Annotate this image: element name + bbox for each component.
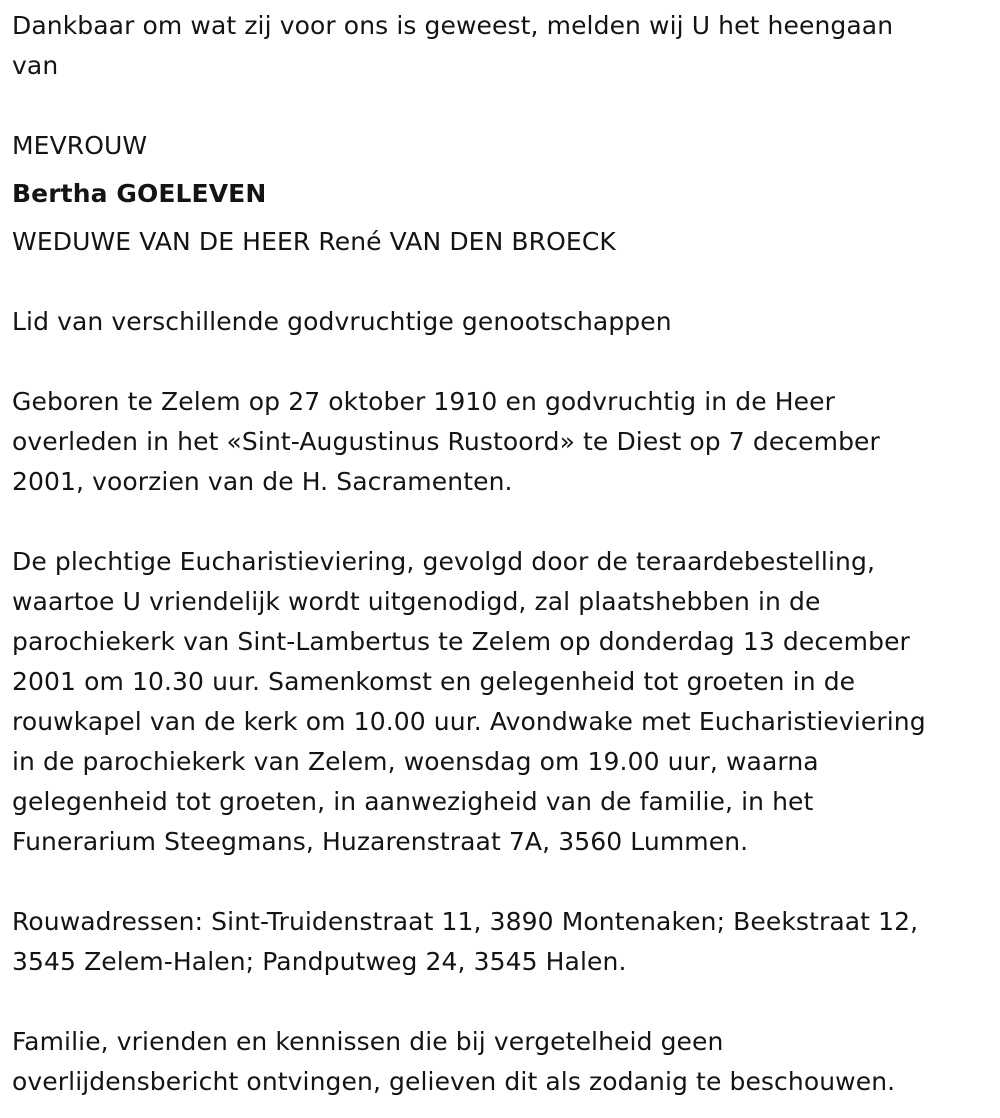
ceremony-paragraph (12, 542, 988, 862)
address-line: 3545 Zelem-Halen; Pandputweg 24, 3545 Halen. (12, 947, 627, 976)
membership-paragraph (12, 302, 988, 342)
intro-line: Dankbaar om wat zij voor ons is geweest, melden wij U het heengaan (12, 11, 894, 40)
ceremony-line: 2001 om 10.30 uur. Samenkomst en gelegenheid tot groeten in de (12, 667, 856, 696)
address-line: Rouwadressen: Sint-Truidenstraat 11, 3890 Montenaken; Beekstraat 12, (12, 907, 919, 936)
deceased-name: Bertha GOELEVEN (12, 179, 267, 208)
closing-line: overlijdensbericht ontvingen, gelieven dit als zodanig te beschouwen. (12, 1067, 896, 1096)
membership-line: Lid van verschillende godvruchtige genootschappen (12, 307, 672, 336)
deceased-block (12, 126, 988, 262)
birth-death-line: 2001, voorzien van de H. Sacramenten. (12, 467, 513, 496)
intro-line: van (12, 51, 59, 80)
ceremony-line: parochiekerk van Sint-Lambertus te Zelem op donderdag 13 december (12, 627, 910, 656)
ceremony-line: Funerarium Steegmans, Huzarenstraat 7A, 3560 Lummen. (12, 827, 749, 856)
intro-paragraph (12, 6, 988, 86)
ceremony-line: in de parochiekerk van Zelem, woensdag om 19.00 uur, waarna (12, 747, 819, 776)
birth-death-line: overleden in het «Sint-Augustinus Rustoord» te Diest op 7 december (12, 427, 880, 456)
addresses-paragraph (12, 902, 988, 982)
widow-of-line: WEDUWE VAN DE HEER René VAN DEN BROECK (12, 227, 616, 256)
ceremony-line: De plechtige Eucharistieviering, gevolgd door de teraardebestelling, (12, 547, 875, 576)
closing-paragraph (12, 1022, 988, 1102)
ceremony-line: waartoe U vriendelijk wordt uitgenodigd, zal plaatshebben in de (12, 587, 821, 616)
closing-line: Familie, vrienden en kennissen die bij vergetelheid geen (12, 1027, 724, 1056)
ceremony-line: rouwkapel van de kerk om 10.00 uur. Avondwake met Eucharistieviering (12, 707, 926, 736)
salutation: MEVROUW (12, 131, 148, 160)
birth-death-line: Geboren te Zelem op 27 oktober 1910 en godvruchtig in de Heer (12, 387, 836, 416)
birth-death-paragraph (12, 382, 988, 502)
ceremony-line: gelegenheid tot groeten, in aanwezigheid van de familie, in het (12, 787, 814, 816)
